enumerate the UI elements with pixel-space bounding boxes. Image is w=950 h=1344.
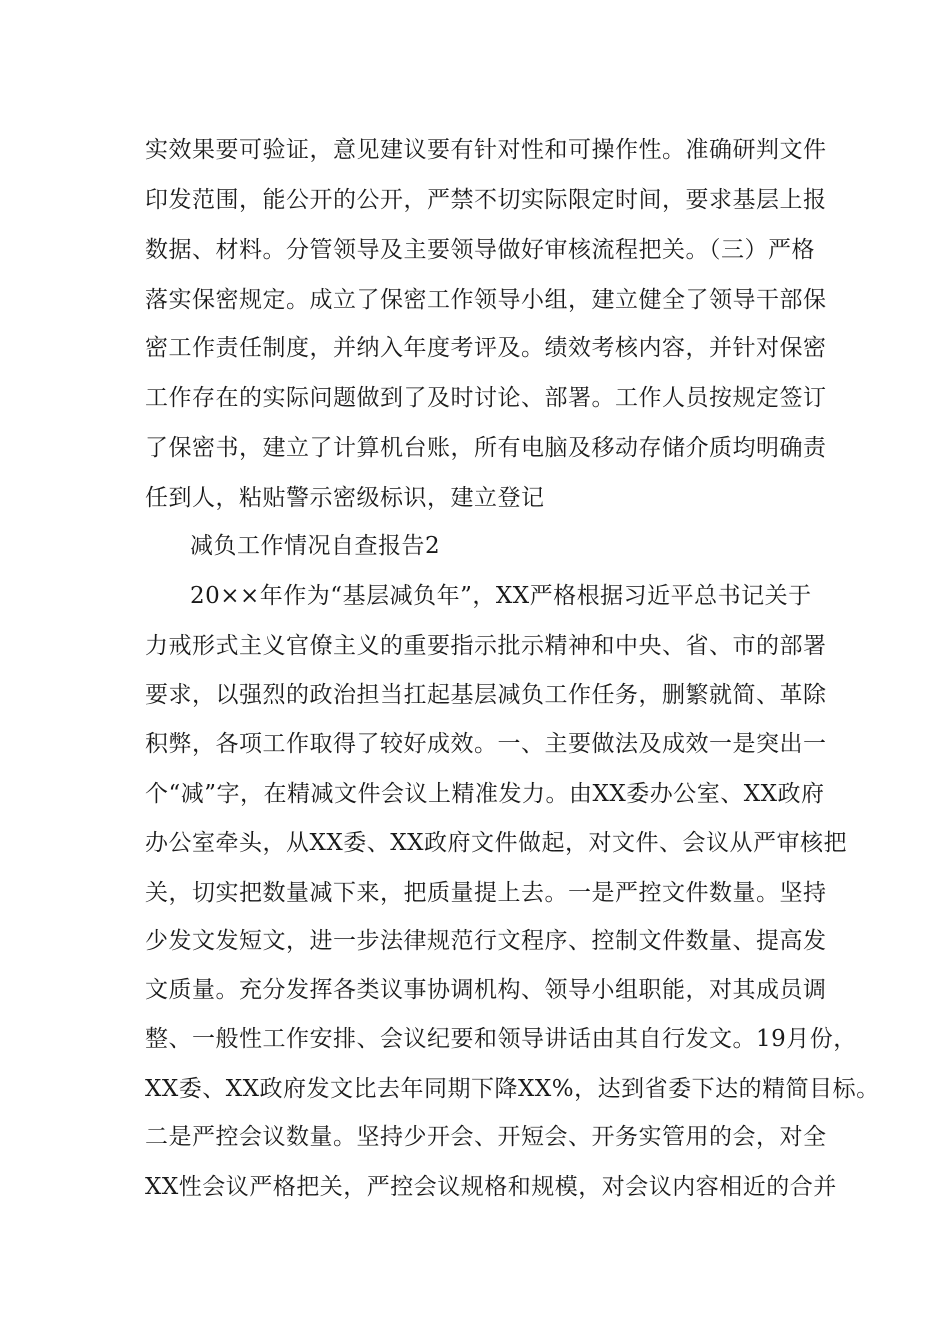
text-line: 文质量。充分发挥各类议事协调机构、领导小组职能，对其成员调 (145, 977, 827, 1003)
text-line: 实效果要可验证，意见建议要有针对性和可操作性。准确研判文件 (145, 137, 827, 163)
text-line: 整、一般性工作安排、会议纪要和领导讲话由其自行发文。19月份， (145, 1026, 857, 1052)
text-line: 积弊，各项工作取得了较好成效。一、主要做法及成效一是突出一 (145, 731, 827, 757)
text-line: 20××年作为“基层减负年”，XX严格根据习近平总书记关于 (190, 583, 812, 609)
text-line: 印发范围，能公开的公开，严禁不切实际限定时间，要求基层上报 (145, 187, 827, 213)
text-line: 少发文发短文，进一步法律规范行文程序、控制文件数量、提高发 (145, 928, 827, 954)
text-line: 二是严控会议数量。坚持少开会、开短会、开务实管用的会，对全 (145, 1124, 827, 1150)
text-line: 密工作责任制度，并纳入年度考评及。绩效考核内容，并针对保密 (145, 335, 827, 361)
text-line: 办公室牵头，从XX委、XX政府文件做起，对文件、会议从严审核把 (145, 830, 847, 856)
text-line: 个“减”字，在精减文件会议上精准发力。由XX委办公室、XX政府 (145, 781, 825, 807)
section-heading: 减负工作情况自查报告2 (190, 533, 441, 559)
text-line: 了保密书，建立了计算机台账，所有电脑及移动存储介质均明确责 (145, 435, 827, 461)
text-line: XX性会议严格把关，严控会议规格和规模，对会议内容相近的合并 (145, 1174, 837, 1200)
text-line: 工作存在的实际问题做到了及时讨论、部署。工作人员按规定签订 (145, 385, 827, 411)
text-line: XX委、XX政府发文比去年同期下降XX%，达到省委下达的精简目标。 (145, 1076, 880, 1102)
text-line: 关，切实把数量减下来，把质量提上去。一是严控文件数量。坚持 (145, 880, 827, 906)
text-line: 任到人，粘贴警示密级标识，建立登记 (145, 485, 545, 511)
text-line: 数据、材料。分管领导及主要领导做好审核流程把关。（三）严格 (145, 237, 815, 263)
text-line: 落实保密规定。成立了保密工作领导小组，建立健全了领导干部保 (145, 287, 827, 313)
text-line: 要求，以强烈的政治担当扛起基层减负工作任务，删繁就简、革除 (145, 682, 827, 708)
text-line: 力戒形式主义官僚主义的重要指示批示精神和中央、省、市的部署 (145, 633, 827, 659)
